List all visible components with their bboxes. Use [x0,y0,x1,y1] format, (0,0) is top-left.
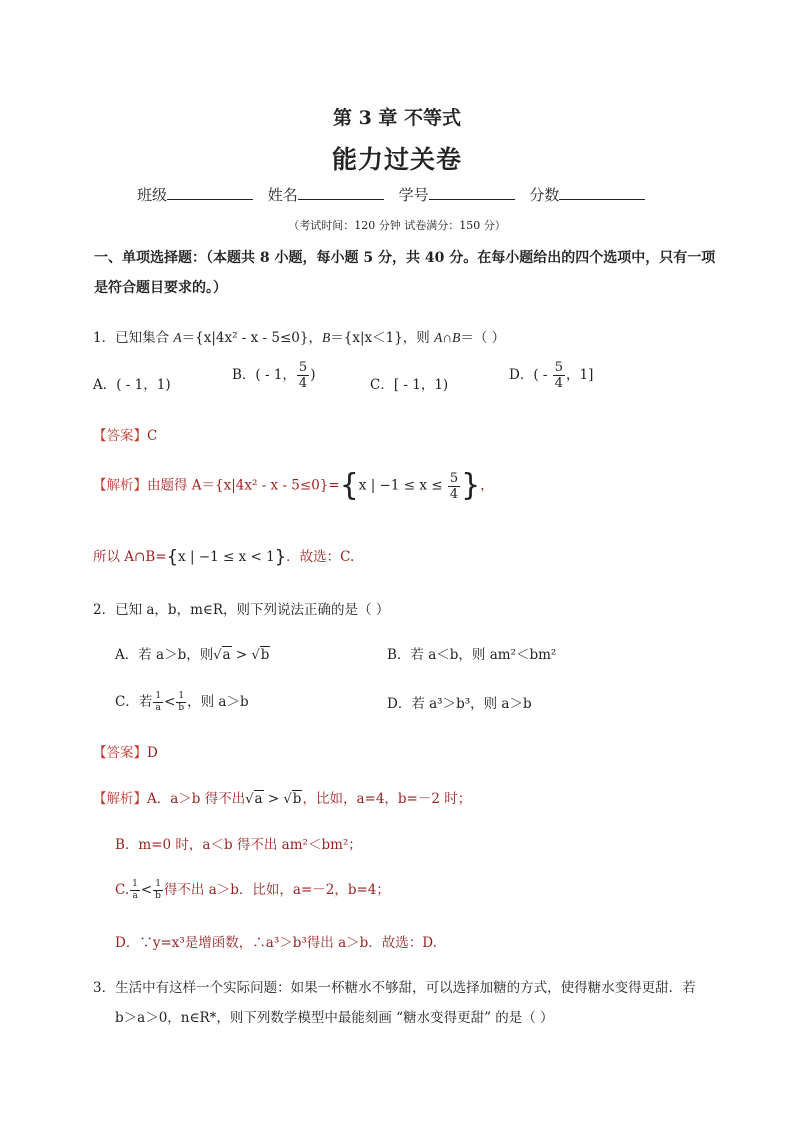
q2-analysis-c-pre: C. [115,882,130,898]
q1-option-d-fraction: $\frac{5}{4}$ [554,360,564,391]
close-brace-icon: } [461,468,481,503]
q1-set-b-name: B [322,330,331,345]
field-class-blank[interactable] [167,185,253,200]
q2-option-d[interactable]: D．若 a³＞b³，则 a＞b [387,696,532,712]
q1-analysis-line1 [93,468,494,503]
q2-option-c[interactable] [115,690,249,713]
q2-analysis-line-a [93,787,471,807]
q1-set-b: ＝{x|x＜1}，则 [330,330,435,346]
q2-option-b[interactable]: B．若 a＜b，则 am²＜bm² [387,647,557,663]
q1-stem-pre: 1．已知集合 [93,330,174,346]
sqrt-icon: √ [283,792,292,807]
q2-sqrt-b: b [260,647,270,663]
q1-option-d[interactable] [509,361,593,390]
q2-analysis-c-post: 得不出 a＞b．比如，a=－2，b=4； [163,882,390,898]
section-heading-line1: 一、单项选择题：（本题共 8 小题，每小题 5 分，共 40 分。在每小题给出的四个选项中，只有一项 [94,250,716,266]
q2-option-a[interactable] [115,643,270,663]
field-class-label: 班级 [137,186,168,204]
q2-analysis-line-d: D．∵y=x³是增函数，∴a³＞b³得出 a＞b．故选：D. [115,935,437,951]
q1-option-b-post: ) [310,367,316,383]
q2-option-c-post: ，则 a＞b [187,694,249,710]
sqrt-icon: √ [251,648,260,663]
q2-analysis-line-c [115,878,390,901]
q2-analysis-lt: < [140,882,153,898]
q2-analysis-gt: > [263,791,284,807]
q1-option-a[interactable]: A．( - 1，1) [93,377,171,393]
q3-stem-line2: b＞a＞0，n∈R*，则下列数学模型中最能刻画 “糖水变得更甜” 的是（ ） [115,1010,554,1026]
answer-label: 【答案】 [93,745,147,761]
q1-analysis-line2 [93,545,354,567]
open-brace-icon: { [339,468,359,503]
analysis-label: 【解析】 [93,791,147,807]
answer-label: 【答案】 [93,428,147,444]
open-brace-icon: { [166,546,179,568]
q1-answer-value: C [147,428,158,444]
q2-analysis-a-pre: A．a＞b 得不出 [147,791,246,807]
field-name-label: 姓名 [267,186,298,204]
q1-option-b-fraction: $\frac{5}{4}$ [298,360,308,391]
field-score-blank[interactable] [559,185,645,200]
q2-analysis-sqrt-b: b [292,791,302,807]
field-name-blank[interactable] [298,185,384,200]
q2-analysis-sqrt-a: a [254,791,263,807]
q1-analysis-set: x | −1 ≤ x ≤ [358,477,447,494]
section-heading-line2: 是符合题目要求的。） [94,280,227,296]
q2-answer [93,741,158,761]
q1-answer [93,424,157,444]
q2-option-c-pre: C．若 [115,694,153,710]
q1-set-a-name: A [173,330,182,345]
q2-option-c-frac-b: $\frac{1}{b}$ [178,691,185,713]
q2-stem: 2．已知 a，b，m∈R，则下列说法正确的是（ ） [93,602,390,618]
student-info-row [137,184,655,205]
paper-title: 能力过关卷 [331,145,462,174]
field-id-label: 学号 [398,186,429,204]
q1-option-b[interactable] [232,361,315,390]
q2-sqrt-a: a [222,647,231,663]
sqrt-icon: √ [213,648,222,663]
q1-analysis-pre: 由题得 A＝{x|4x² - x - 5≤0}= [147,477,340,494]
q1-analysis2-set: x | −1 ≤ x < 1 [178,549,275,565]
chapter-title: 第 3 章 不等式 [332,107,462,129]
field-id-blank[interactable] [429,185,515,200]
q1-option-b-pre: B．( - 1， [232,367,296,383]
q2-analysis-a-post: ，比如，a=4，b=－2 时； [302,791,472,807]
q1-analysis-post: ， [480,477,494,494]
q2-option-a-pre: A．若 a＞b，则 [115,647,214,663]
q2-analysis-frac-b: $\frac{1}{b}$ [155,879,161,901]
sqrt-icon: √ [245,792,254,807]
q1-option-c[interactable]: C．[ - 1，1) [370,377,449,393]
field-score-label: 分数 [529,186,560,204]
analysis-label: 【解析】 [93,477,147,494]
exam-note: （考试时间：120 分钟 试卷满分：150 分） [288,219,506,232]
q1-analysis2-pre: 所以 A∩B= [93,549,167,565]
q1-option-d-pre: D．( - [509,367,552,383]
q2-analysis-frac-a: $\frac{1}{a}$ [132,879,138,901]
q2-option-c-frac-a: $\frac{1}{a}$ [155,691,162,713]
close-brace-icon: } [274,546,287,568]
q1-stem-post: ＝（ ） [460,330,506,346]
q1-set-a: ＝{x|4x² - x - 5≤0}， [181,330,322,346]
q2-analysis-line-b: B．m=0 时，a＜b 得不出 am²＜bm²； [115,837,362,853]
q1-analysis-fraction: $\frac{5}{4}$ [449,470,459,502]
q2-option-a-mid: > [231,647,252,663]
q2-answer-value: D [147,745,158,761]
q1-intersection: A∩B [434,330,461,345]
q3-stem-line1: 3．生活中有这样一个实际问题：如果一杯糖水不够甜，可以选择加糖的方式，使得糖水变得更甜．若 [93,980,696,996]
q2-option-c-lt: < [164,694,176,710]
q1-option-d-post: ，1] [566,367,594,383]
q1-analysis2-post: ．故选：C. [286,549,355,565]
q1-stem [93,326,505,346]
